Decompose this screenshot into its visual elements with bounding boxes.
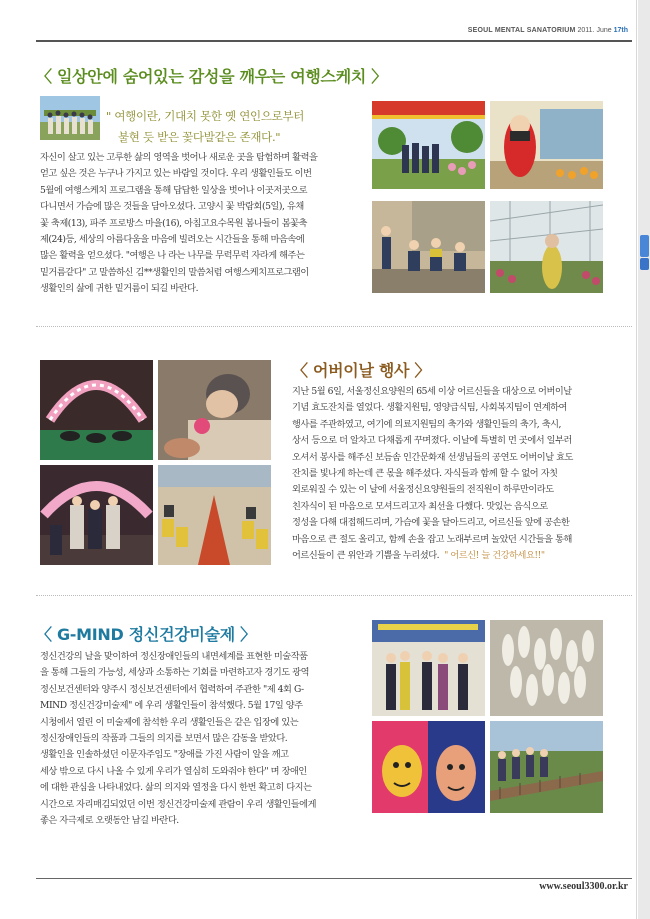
flower-pinning-photo [158,360,271,460]
travel-quote-line-1: " 여행이란, 기대치 못한 옛 연인으로부터 [106,109,305,123]
travel-line: 제(24)등, 세상의 아름다움을 마음에 빌려오는 시간들을 통해 마음속에 [40,234,305,246]
scrollbar-track[interactable] [638,0,650,919]
g-mind-line: 에 대한 관심을 나타내었다. 삶의 의지와 열정을 다시 한번 확고히 다지는 [40,782,312,794]
footer-rule [36,878,632,879]
parents-day-highlight: " 어르신! 늘 건강하세요!!" [444,550,545,562]
travel-line: 자신이 살고 있는 고루한 삶의 영역을 벗어나 새로운 곳을 탐험하며 활력을 [40,152,318,163]
travel-line: 얻고 싶은 것은 누구나 가지고 있는 바람일 것이다. 우리 생활인들도 이번 [40,168,312,180]
parents-day-last-line [292,548,630,564]
art-festival-group-photo [372,620,485,716]
parents-day-line: 잔치를 빛나게 하는데 큰 몫을 해주셨다. 자식들과 함께 할 수 없어 자칫 [292,468,558,480]
g-mind-line: 정신건강의 날을 맞이하여 정신장애인들의 내면세계를 표현한 미술작품 [40,651,308,662]
travel-line: 많은 활력을 얻으셨다. "여행은 나 라는 나무를 무럭무럭 자라게 해주는 [40,250,305,262]
scrollbar-thumb-lower[interactable] [640,258,649,270]
parents-day-line: 어르신들이 큰 위안과 기쁨을 누리셨다. [292,550,440,562]
scrollbar-thumb[interactable] [640,235,649,257]
section-divider-2 [36,595,632,596]
travel-body-text [40,150,366,298]
g-mind-line: 세상 밖으로 다시 나올 수 있게 우리가 열심히 도와줘야 한다" 며 장애인 [40,765,307,777]
g-mind-line: MIND 정신건강미술제" 에 우리 생활인들이 참석했다. 5월 17일 양주 [40,700,303,712]
travel-line: 꽃 축제(13), 파주 프로방스 마을(16), 아침고요수목원 봄나들이 봄꽃축 [40,217,307,229]
parents-day-body-text [292,384,630,564]
travel-group-thumbnail [40,96,100,140]
rest-area-photo [372,201,485,293]
header-page-number: 17th [613,27,628,34]
g-mind-line: 생활인을 인솔하셨던 이문자주임도 "장애를 가진 사람이 알을 깨고 [40,749,289,761]
g-mind-line: 시청에서 열린 이 미술제에 참석한 우리 생활인들은 같은 입장에 있는 [40,716,299,728]
header-rule [36,40,632,42]
parents-day-line: 정성을 다해 대접해드리며, 가슴에 꽃을 달아드리고, 어르신들 앞에 공손한 [292,517,570,529]
parents-day-line: 오셔서 봉사를 해주신 보듬솜 인간문화재 선생님들의 공연도 어버이날 효도 [292,451,573,463]
section-title-g-mind: 〈 G-MIND 정신건강미술제 〉 [36,625,256,644]
section-title-parents-day: 〈 어버이날 행사 〉 [292,361,431,380]
section-title-travel-sketch: 〈 일상안에 숨어있는 감성을 깨우는 여행스케치 〉 [36,67,387,86]
header-brand: SEOUL MENTAL SANATORIUM [467,27,576,34]
travel-line: 생활인의 삶에 귀한 밑거름이 되길 바란다. [40,283,199,295]
parents-day-line: 마음으로 큰 절도 올리고, 함께 손을 잡고 노래부르며 놀았던 시간들을 통해 [292,533,572,545]
audience-hall-photo [158,465,271,565]
parents-day-line: 상서 등으로 더 알차고 다채롭게 꾸며졌다. 이날에 특별히 먼 곳에서 일부러 [292,435,572,447]
g-mind-line: 을 통해 그들의 가능성, 세상과 소통하는 기회를 마련하고자 경기도 광역 [40,667,310,679]
travel-line: 다니면서 가슴에 많은 것들을 담아오셨다. 고양시 꽃 박람회(5일), 유채 [40,201,304,213]
performance-photo [40,465,153,565]
g-mind-line: 정신장애인들의 작품과 그들의 의지를 보면서 많은 감동을 받았다. [40,733,288,745]
parents-day-line: 기념 효도잔치를 열었다. 생활지원팀, 영양급식팀, 사회복지팀이 연계하여 [292,402,567,414]
greenhouse-photo [490,201,603,293]
travel-quote [106,106,304,148]
parents-day-bow-photo [40,360,153,460]
travel-line: 밑거름같다" 고 말씀하신 김**생활인의 말씀처럼 여행스케치프로그램이 [40,266,309,278]
costume-photo [490,101,603,189]
parents-day-line: 지난 5월 6일, 서울정신요양원의 65세 이상 어르신들을 대상으로 어버이날 [292,386,572,397]
travel-quote-line-2: 불현 듯 받은 꽃다발같은 존재다." [118,130,281,144]
g-mind-body-text [40,649,370,829]
header-date: 2011. June [577,27,612,34]
hands-sculpture-photo [490,620,603,716]
section-divider-1 [36,326,632,327]
g-mind-line: 시간으로 자리매김되었던 이번 정신건강미술제 관람이 우리 생활인들에게 [40,798,317,810]
parents-day-line: 행사를 주관하였고, 여기에 의료지원팀의 축가와 생활인들의 축가, 축시, [292,418,562,430]
footer-website-url: www.seoul3300.or.kr [539,881,628,892]
bridge-outing-photo [490,721,603,813]
parents-day-line: 친자식이 된 마음으로 모셔드리고자 최선을 다했다. 맛있는 음식으로 [292,500,548,512]
g-mind-line: 정신보건센터와 양주시 정신보건센터에서 협력하여 주관한 "제 4회 G- [40,683,304,695]
flower-expo-photo [372,101,485,189]
g-mind-line: 좋은 자극제로 오랫동안 남길 바란다. [40,815,179,827]
painted-faces-artwork-photo [372,721,485,813]
travel-line: 5월에 여행스케치 프로그램을 통해 답답한 일상을 벗어나 이곳저곳으로 [40,184,308,196]
parents-day-line: 외로워질 수 있는 이 날에 서울정신요양원들의 전직원이 하루만이라도 [292,484,554,496]
page-header [468,27,628,34]
